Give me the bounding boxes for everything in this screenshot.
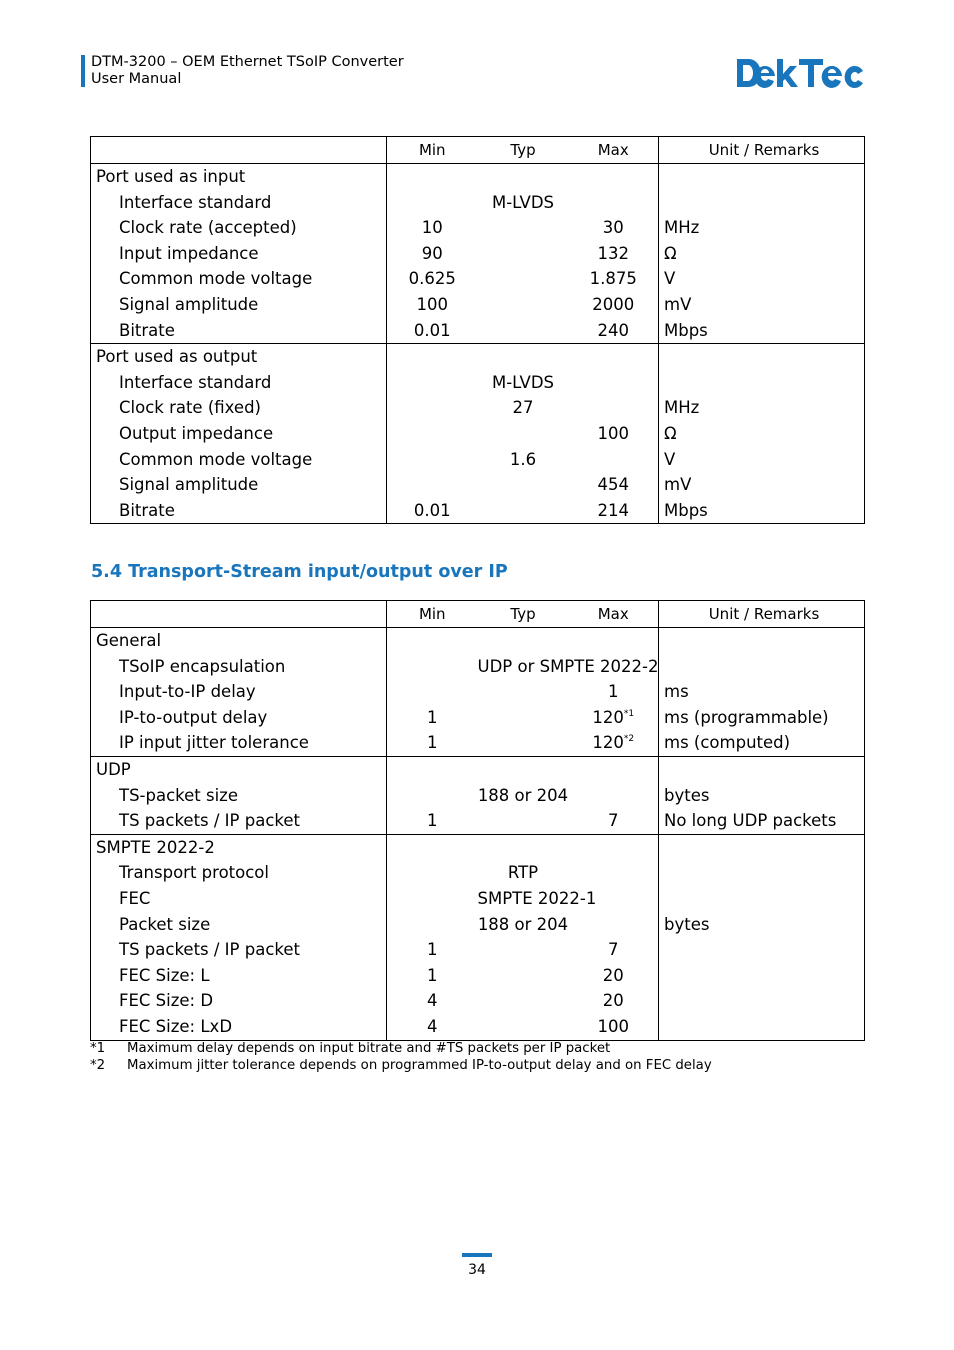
table-row [91, 190, 865, 216]
param-name: Transport protocol [91, 860, 387, 886]
value-min: 4 [387, 1014, 478, 1040]
value-min: 4 [427, 991, 438, 1011]
value-unit: ms [659, 679, 865, 705]
header-cell-parameter [91, 601, 387, 628]
value-max [569, 266, 659, 292]
value-max [569, 447, 659, 473]
value-unit [659, 886, 865, 912]
value-max-text: 100 [597, 423, 629, 443]
value-unit: No long UDP packets [659, 808, 865, 834]
value-max [569, 370, 659, 396]
value-typ [478, 472, 569, 498]
header-cell-typ: Typ [478, 601, 569, 628]
footnote-text: Maximum jitter tolerance depends on programmed IP-to-output delay and on FEC delay [127, 1058, 712, 1073]
header-cell-max: Max [569, 601, 659, 628]
group-header-row [91, 344, 865, 370]
group-header-row [91, 834, 865, 860]
value-typ [478, 937, 569, 963]
value-typ [478, 215, 569, 241]
dektec-logo [735, 56, 865, 90]
value-unit: V [659, 266, 865, 292]
value-min: 90 [421, 243, 443, 263]
footnote-mark: *1 [90, 1041, 106, 1056]
value-unit: MHz [659, 395, 865, 421]
param-name: TS packets / IP packet [91, 808, 387, 834]
table-row [91, 241, 865, 267]
value-max [569, 241, 659, 267]
empty-cell [387, 628, 478, 654]
value-unit [659, 370, 865, 396]
table-row [91, 1014, 865, 1040]
empty-cell [659, 164, 865, 190]
param-name: Common mode voltage [91, 447, 387, 473]
value-min [387, 886, 478, 912]
group-header-row [91, 164, 865, 190]
empty-cell [478, 344, 569, 370]
value-typ: 188 or 204 [477, 785, 569, 805]
value-max [569, 963, 659, 989]
param-name: IP-to-output delay [91, 705, 387, 731]
value-unit [659, 190, 865, 216]
empty-cell [387, 834, 478, 860]
value-max-text: 1.875 [589, 269, 637, 289]
value-typ [478, 241, 569, 267]
value-max [569, 498, 659, 524]
value-max [569, 808, 659, 834]
value-unit: bytes [659, 783, 865, 809]
value-min: 1 [387, 730, 478, 756]
table-row [91, 370, 865, 396]
empty-cell [478, 756, 569, 782]
empty-cell [569, 756, 659, 782]
value-unit: MHz [659, 215, 865, 241]
table-row [91, 886, 865, 912]
value-typ: M-LVDS [491, 372, 555, 392]
table-row [91, 498, 865, 524]
value-max-text: 132 [597, 243, 629, 263]
header-cell-unit: Unit / Remarks [659, 137, 865, 164]
value-max-text: 100 [597, 1016, 629, 1036]
value-typ [478, 498, 569, 524]
value-unit: Mbps [659, 498, 865, 524]
value-max [569, 860, 659, 886]
table-row [91, 963, 865, 989]
header-accent-bar [81, 55, 85, 87]
table-row [91, 912, 865, 938]
value-max-text: 20 [602, 991, 624, 1011]
value-unit [659, 860, 865, 886]
header-cell-min: Min [387, 601, 478, 628]
param-name: Signal amplitude [91, 472, 387, 498]
table-row [91, 808, 865, 834]
param-name: Common mode voltage [91, 266, 387, 292]
table-row [91, 654, 865, 680]
param-name: TS-packet size [91, 783, 387, 809]
group-title: Port used as input [91, 164, 387, 190]
footnote-text: Maximum delay depends on input bitrate and #TS packets per IP packet [127, 1041, 611, 1056]
value-typ [478, 963, 569, 989]
section-heading: 5.4 Transport-Stream input/output over IP [91, 562, 508, 582]
empty-cell [659, 756, 865, 782]
header-cell-parameter [91, 137, 387, 164]
table-row [91, 860, 865, 886]
value-min: 1 [387, 808, 478, 834]
table-row [91, 472, 865, 498]
value-unit: mV [659, 472, 865, 498]
value-unit [659, 963, 865, 989]
value-min: 0.01 [387, 318, 478, 344]
spec-table-ports [90, 136, 865, 524]
value-unit: bytes [659, 912, 865, 938]
value-typ [478, 1014, 569, 1040]
table-row [91, 421, 865, 447]
value-max [569, 215, 659, 241]
value-typ: M-LVDS [491, 192, 555, 212]
empty-cell [478, 628, 569, 654]
param-name: TSoIP encapsulation [91, 654, 387, 680]
value-typ [478, 705, 569, 731]
value-min [387, 679, 478, 705]
empty-cell [478, 834, 569, 860]
param-name: Signal amplitude [91, 292, 387, 318]
table-row [91, 447, 865, 473]
value-typ [478, 988, 569, 1014]
table-row [91, 395, 865, 421]
value-min: 1 [427, 965, 438, 985]
value-min [387, 860, 478, 886]
value-max [569, 472, 659, 498]
table-header-row [91, 601, 865, 628]
value-min [387, 783, 478, 809]
param-name: FEC Size: D [91, 988, 387, 1014]
value-max-text: 20 [602, 965, 624, 985]
value-min [387, 395, 478, 421]
group-title: SMPTE 2022-2 [91, 834, 387, 860]
value-max [569, 783, 659, 809]
param-name: Bitrate [91, 318, 387, 344]
value-typ: 188 or 204 [477, 914, 569, 934]
value-max-text: 214 [597, 500, 629, 520]
param-name: Bitrate [91, 498, 387, 524]
value-typ: UDP or SMPTE 2022-2 [477, 656, 659, 676]
header-cell-unit: Unit / Remarks [659, 601, 865, 628]
empty-cell [387, 164, 478, 190]
value-min [387, 472, 478, 498]
value-unit [659, 937, 865, 963]
value-min [387, 447, 478, 473]
group-header-row [91, 756, 865, 782]
param-name: FEC Size: LxD [91, 1014, 387, 1040]
table-row [91, 705, 865, 731]
value-min [387, 421, 478, 447]
value-max [569, 988, 659, 1014]
value-max-text: 1 [608, 682, 619, 702]
table-row [91, 679, 865, 705]
value-min [387, 370, 478, 396]
empty-cell [569, 164, 659, 190]
group-title: General [91, 628, 387, 654]
value-typ [478, 292, 569, 318]
table-row [91, 937, 865, 963]
empty-cell [478, 164, 569, 190]
table-row [91, 215, 865, 241]
value-min: 0.01 [387, 498, 478, 524]
table-row [91, 266, 865, 292]
param-name: IP input jitter tolerance [91, 730, 387, 756]
value-unit [659, 1014, 865, 1040]
value-max-text: 30 [602, 218, 624, 238]
value-unit [659, 654, 865, 680]
value-max-text: 7 [608, 811, 619, 831]
header-cell-min: Min [387, 137, 478, 164]
value-max [569, 730, 659, 756]
empty-cell [659, 834, 865, 860]
value-max [569, 679, 659, 705]
empty-cell [569, 628, 659, 654]
value-unit: mV [659, 292, 865, 318]
value-unit [659, 988, 865, 1014]
value-typ [478, 730, 569, 756]
spec-table-tsoip [90, 600, 865, 1041]
value-typ: 1.6 [509, 449, 537, 469]
value-unit: ms (programmable) [659, 705, 865, 731]
param-name: Clock rate (accepted) [91, 215, 387, 241]
value-max [569, 190, 659, 216]
footnote-ref: *1 [623, 708, 635, 719]
value-typ [478, 421, 569, 447]
value-unit: V [659, 447, 865, 473]
value-max [569, 1014, 659, 1040]
param-name: FEC Size: L [91, 963, 387, 989]
value-typ [478, 266, 569, 292]
param-name: TS packets / IP packet [91, 937, 387, 963]
group-title: UDP [91, 756, 387, 782]
group-header-row [91, 628, 865, 654]
value-max-text: 7 [608, 940, 619, 960]
value-unit: Mbps [659, 318, 865, 344]
value-min: 10 [421, 218, 443, 238]
value-unit: Ω [659, 421, 865, 447]
value-min: 1 [427, 707, 438, 727]
value-max [569, 937, 659, 963]
value-max-text: 120 [592, 733, 624, 753]
value-min [387, 912, 478, 938]
footnote-ref: *2 [623, 734, 635, 745]
value-max [569, 318, 659, 344]
value-max [569, 292, 659, 318]
param-name: Input impedance [91, 241, 387, 267]
value-min: 100 [416, 294, 448, 314]
param-name: Output impedance [91, 421, 387, 447]
value-typ [478, 808, 569, 834]
value-max-text: 2000 [592, 294, 635, 314]
value-max-text: 120 [592, 707, 624, 727]
param-name: Interface standard [91, 370, 387, 396]
value-unit: ms (computed) [659, 730, 865, 756]
value-min [387, 654, 478, 680]
empty-cell [659, 628, 865, 654]
empty-cell [569, 344, 659, 370]
value-max-text: 240 [597, 320, 629, 340]
page-number: 34 [468, 1262, 486, 1278]
value-typ [478, 318, 569, 344]
table-row [91, 292, 865, 318]
value-typ: RTP [507, 863, 539, 883]
document-subtitle: User Manual [91, 71, 182, 87]
value-max [569, 705, 659, 731]
param-name: Interface standard [91, 190, 387, 216]
value-max [569, 912, 659, 938]
value-max [569, 421, 659, 447]
value-unit: Ω [659, 241, 865, 267]
dektec-logo-mark [737, 59, 863, 88]
param-name: Clock rate (fixed) [91, 395, 387, 421]
group-title: Port used as output [91, 344, 387, 370]
page-number-bar [462, 1253, 492, 1257]
value-typ: 27 [512, 398, 534, 418]
table-header-row [91, 137, 865, 164]
empty-cell [569, 834, 659, 860]
header-cell-max: Max [569, 137, 659, 164]
param-name: Input-to-IP delay [91, 679, 387, 705]
value-min: 0.625 [408, 269, 456, 289]
param-name: FEC [91, 886, 387, 912]
value-max-text: 454 [597, 475, 629, 495]
document-title: DTM-3200 – OEM Ethernet TSoIP Converter [91, 54, 404, 70]
value-typ [478, 679, 569, 705]
value-min [387, 190, 478, 216]
value-max [569, 395, 659, 421]
param-name: Packet size [91, 912, 387, 938]
table-row [91, 783, 865, 809]
table-row [91, 730, 865, 756]
empty-cell [387, 344, 478, 370]
table-row [91, 318, 865, 344]
empty-cell [659, 344, 865, 370]
value-typ: SMPTE 2022-1 [477, 888, 597, 908]
table-row [91, 988, 865, 1014]
footnote-mark: *2 [90, 1058, 106, 1073]
empty-cell [387, 756, 478, 782]
header-cell-typ: Typ [478, 137, 569, 164]
value-min: 1 [427, 940, 438, 960]
